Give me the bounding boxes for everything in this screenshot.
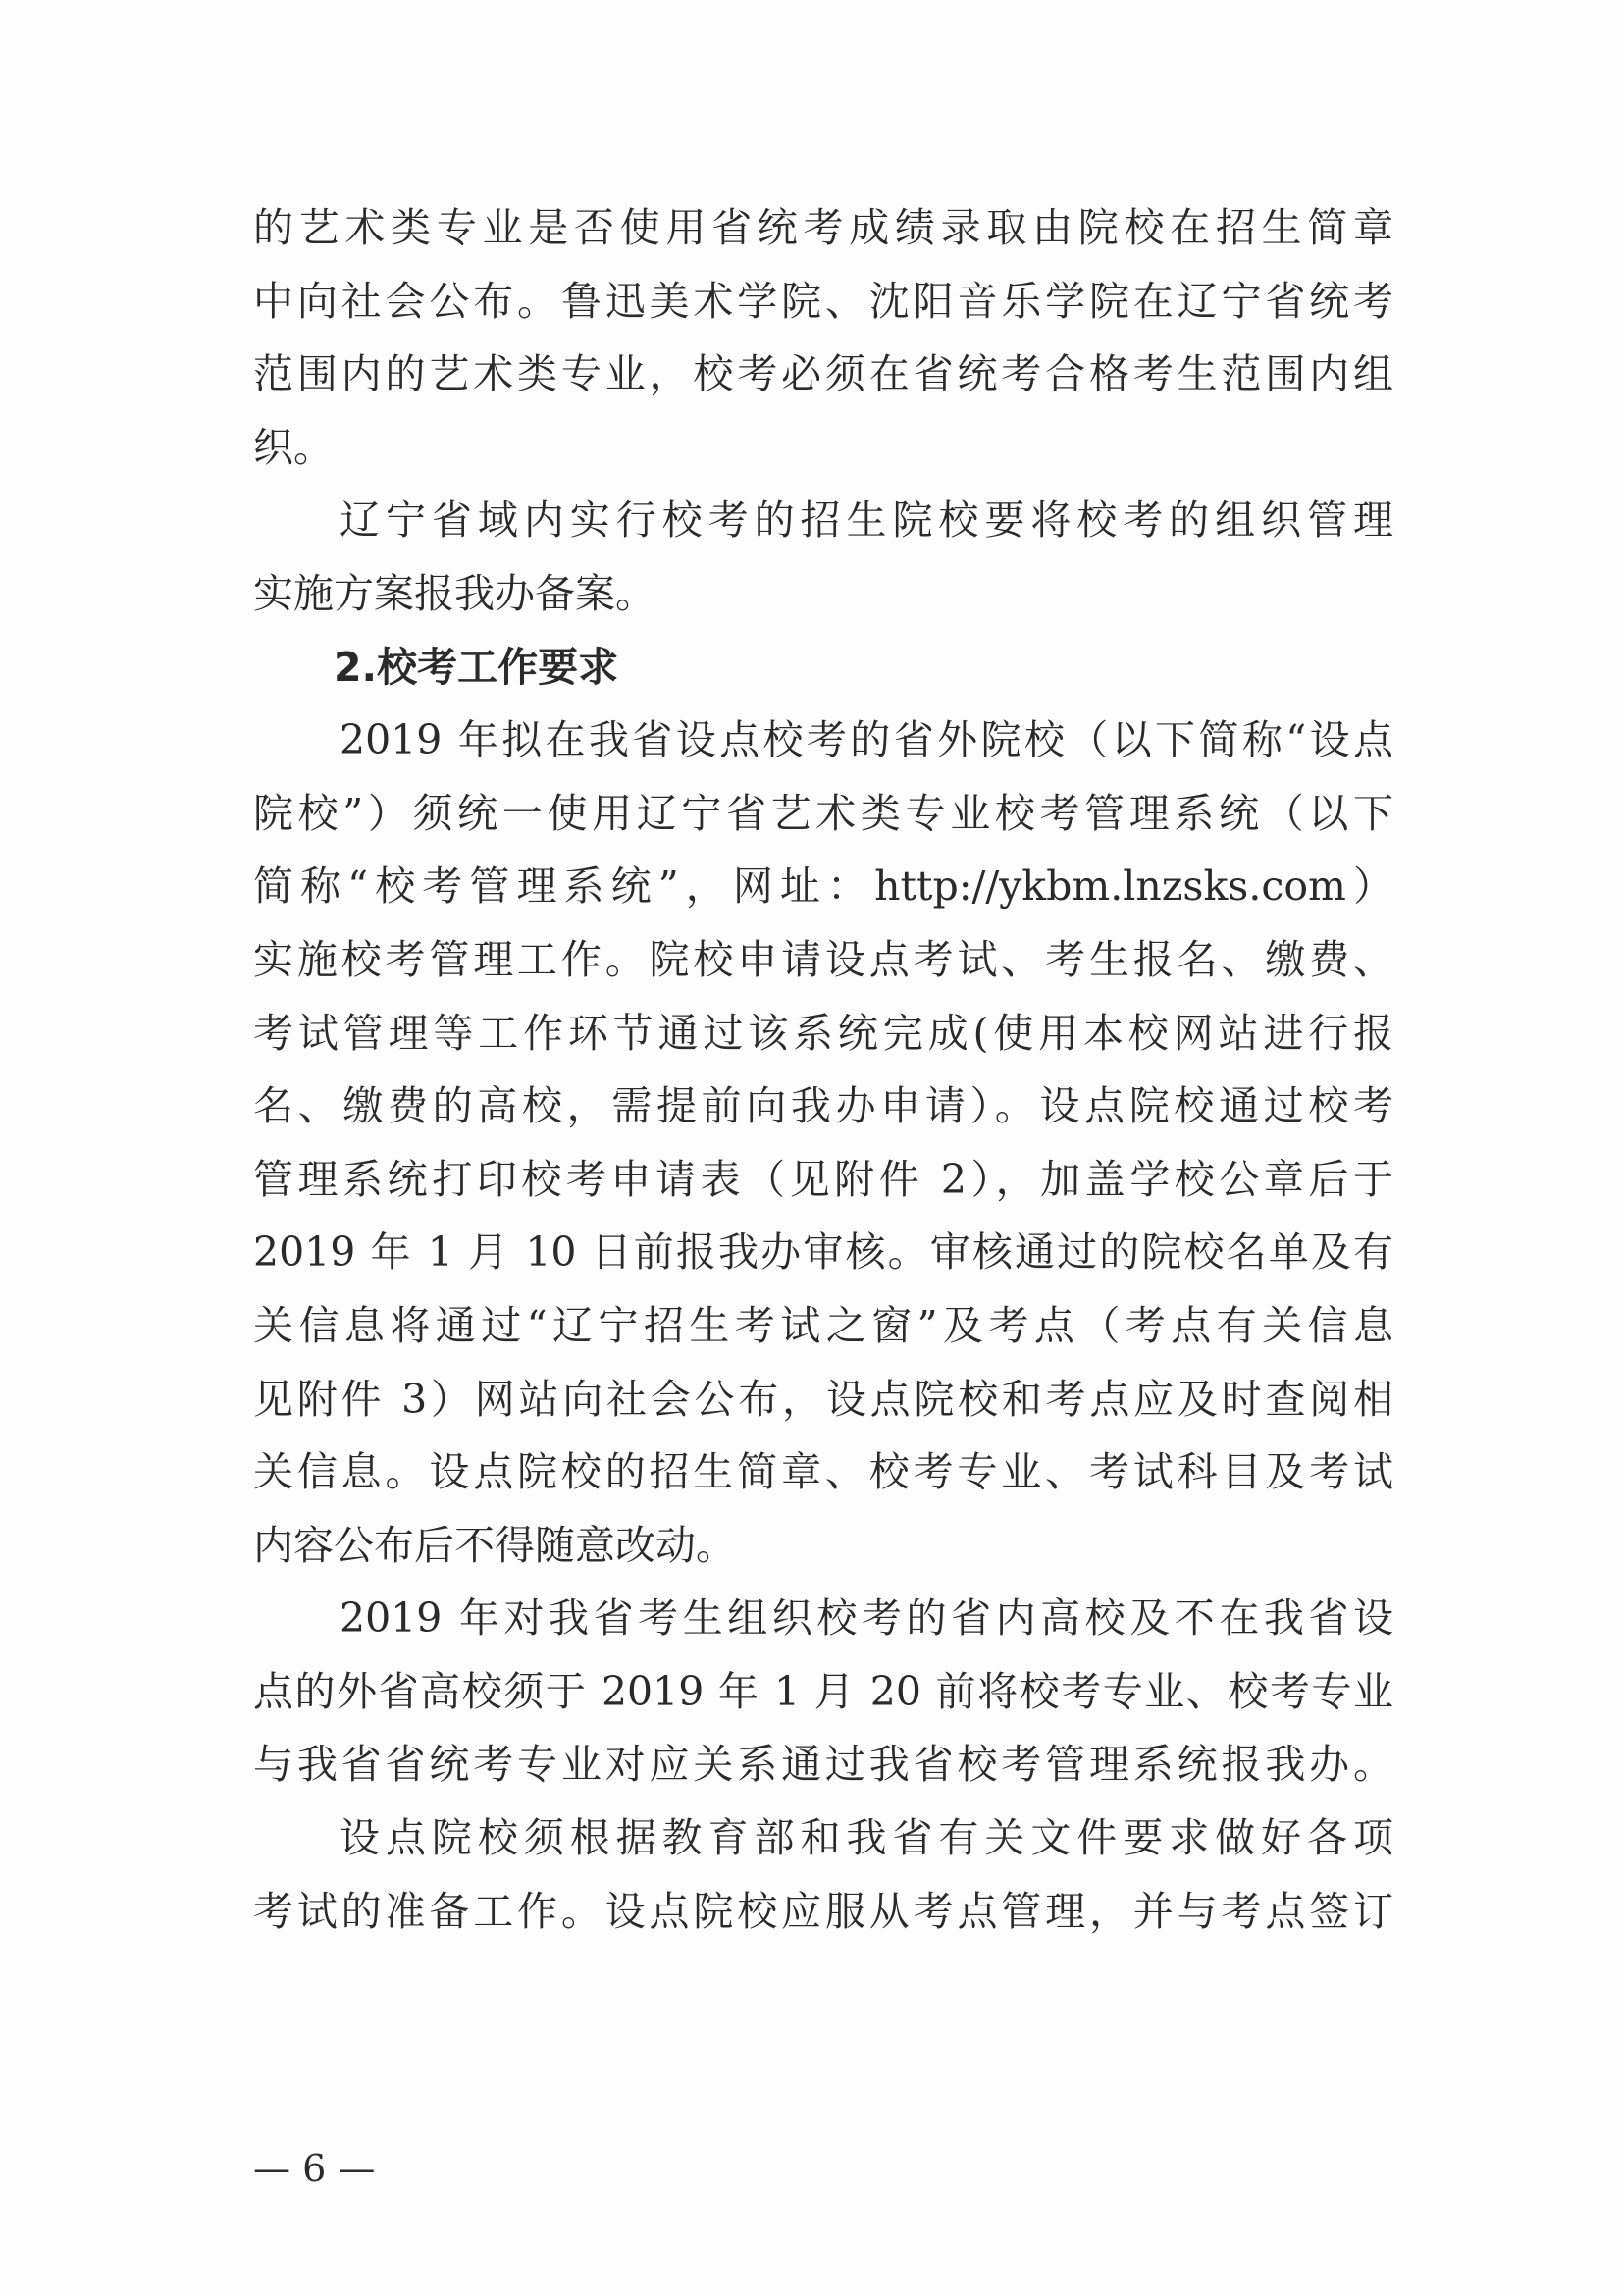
- text-line: 院校”）须统一使用辽宁省艺术类专业校考管理系统（以下: [253, 789, 1393, 837]
- text-line: 考试的准备工作。设点院校应服从考点管理，并与考点签订: [253, 1887, 1393, 1935]
- text-line: 内容公布后不得随意改动。: [253, 1521, 736, 1569]
- text-line: 织。: [253, 423, 334, 471]
- text-line: 的艺术类专业是否使用省统考成绩录取由院校在招生简章: [253, 204, 1393, 251]
- paragraph-start-line: 2019 年拟在我省设点校考的省外院校（以下简称“设点: [340, 716, 1393, 764]
- text-line: 点的外省高校须于 2019 年 1 月 20 前将校考专业、校考专业: [253, 1667, 1393, 1715]
- text-line: 与我省省统考专业对应关系通过我省校考管理系统报我办。: [253, 1741, 1393, 1789]
- text-line: 关信息将通过“辽宁招生考试之窗”及考点（考点有关信息: [253, 1301, 1393, 1349]
- page-number: — 6 —: [253, 2147, 376, 2190]
- paragraph-start-line: 辽宁省域内实行校考的招生院校要将校考的组织管理: [340, 496, 1393, 545]
- text-line: 实施方案报我办备案。: [253, 569, 655, 617]
- text-line: 名、缴费的高校，需提前向我办申请）。设点院校通过校考: [253, 1082, 1393, 1130]
- text-line: 实施校考管理工作。院校申请设点考试、考生报名、缴费、: [253, 935, 1393, 983]
- text-line: 见附件 3）网站向社会公布，设点院校和考点应及时查阅相: [253, 1375, 1393, 1423]
- text-line: 管理系统打印校考申请表（见附件 2），加盖学校公章后于: [253, 1155, 1393, 1203]
- text-line: 简称“校考管理系统”，网址：http://ykbm.lnzsks.com）: [253, 862, 1393, 911]
- text-line: 中向社会公布。鲁迅美术学院、沈阳音乐学院在辽宁省统考: [253, 277, 1393, 325]
- text-line: 2019 年 1 月 10 日前报我办审核。审核通过的院校名单及有: [253, 1228, 1393, 1277]
- paragraph-start-line: 设点院校须根据教育部和我省有关文件要求做好各项: [340, 1814, 1393, 1862]
- text-line: 考试管理等工作环节通过该系统完成(使用本校网站进行报: [253, 1009, 1393, 1057]
- paragraph-start-line: 2019 年对我省考生组织校考的省内高校及不在我省设: [340, 1594, 1393, 1643]
- body-text: [253, 191, 1393, 1948]
- section-heading: 2.校考工作要求: [334, 643, 619, 691]
- text-line: 关信息。设点院校的招生简章、校考专业、考试科目及考试: [253, 1448, 1393, 1496]
- text-line: 范围内的艺术类专业，校考必须在省统考合格考生范围内组: [253, 350, 1393, 398]
